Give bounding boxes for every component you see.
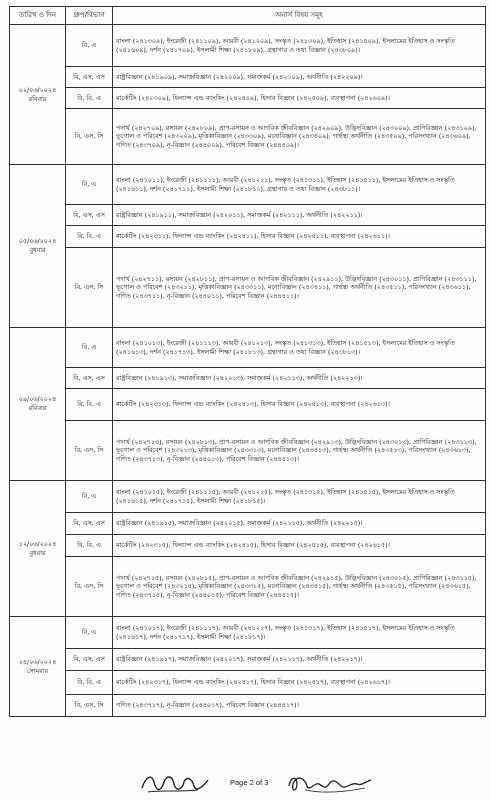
group-cell: বি, বি, এ [66,88,113,109]
table-row [10,421,486,481]
schedule-table [9,6,486,717]
table-row [10,88,486,109]
subjects-cell: মার্কেটিং (২৪২৩১৩), ফিন্যান্স এন্ড ব্যাংকিং (২৪২৪১৩), হিসাব বিজ্ঞান (২৪২৫১৩), ব্যবস্থাপনা (২৪২৬১৩)। [113,389,486,421]
subjects-cell: বাংলা (২৪১০১৫), ইংরেজী (২৪১১১৫), আরবী (২৪১২১৫), সংস্কৃত (২৪১৩১৫), ইতিহাস (২৪১৫১৫), ইসলামের ইতিহাস ও সংস্কৃতি (২৪১৬১৫), দর্শন (২৪১৭১৫), ইসলামী শিক্ষা (২৪১৮১৫)। [113,481,486,513]
subjects-cell: রাষ্ট্রবিজ্ঞান (২৪১৯১৫), সমাজবিজ্ঞান (২৪২০১৫), সমাজকর্ম (২৪২১১৫), অর্থনীতি (২৪২২১৫)। [113,513,486,535]
exam-date: ১২/০৬/২০২৪ [18,539,57,548]
exam-date: ২৪/০৬/২০২৪ [18,657,57,666]
table-row [10,535,486,557]
group-cell: বি, এ [66,328,113,368]
group-cell: বি, এস, সি [66,695,113,717]
signature-left [138,768,218,798]
subjects-cell: বাংলা (২৪১০১১), ইংরেজী (২৪১১১১), আরবী (২৪১২১১), সংস্কৃত (২৪১৩১১), ইতিহাস (২৪১৫১১), ইসলামের ইতিহাস ও সংস্কৃতি (২৪১৬১১), দর্শন (২৪১৭১১), ইসলামী শিক্ষা (২৪১৮১১), গ্রন্থাগার ও তথ্য বিজ্ঞান (২৪৩৮১১)। [113,165,486,205]
subjects-cell: রাষ্ট্রবিজ্ঞান (২৪১৯০৯), সমাজবিজ্ঞান (২৪২০০৯), সমাজকর্ম (২৪২১০৯), অর্থনীতি (২৪২২০৯)। [113,67,486,88]
table-row [10,617,486,649]
date-cell [10,481,66,617]
subjects-cell: পদার্থ (২৪২৭১৩), রসায়ন (২৪২৮১৩), প্রাণ-রসায়ন ও আণবিক জীববিজ্ঞান (২৪২৯১৩), উদ্ভিদবিজ্ঞান (২৪৩০১৩), প্রাণিবিজ্ঞান (২৪৩১১৩), ভূগোল ও পরিবেশ (২৪৩২১৩), মৃত্তিকাবিজ্ঞান (২৪৩৩১৩), মনোবিজ্ঞান (২৪৩৪১৩), গার্হস্থ্য অর্থনীতি (২৪৩৫১৩), পরিসংখ্যান (২৪৩৬১৩), গণিত (২৪৩৭১৩), নৃ-বিজ্ঞান (২৪৪০১৩), পরিবেশ বিজ্ঞান (২৪৪৪১৩)। [113,421,486,481]
header-date: তারিখ ও দিন [10,7,66,25]
subjects-cell: মার্কেটিং (২৪২৩১৭), ফিন্যান্স এন্ড ব্যাংকিং (২৪২৪১৭), হিসাব বিজ্ঞান (২৪২৫১৭), ব্যবস্থাপনা (২৪২৬১৭)। [113,671,486,695]
subjects-cell: রাষ্ট্রবিজ্ঞান (২৪১৯১১), সমাজবিজ্ঞান (২৪২০১১), সমাজকর্ম (২৪২১১১), অর্থনীতি (২৪২২১১)। [113,205,486,226]
group-cell: বি, এস, এস [66,513,113,535]
table-row [10,649,486,671]
table-row [10,328,486,368]
group-cell: বি, এস, সি [66,109,113,165]
subjects-cell: পদার্থ (২৪২৭১১), রসায়ন (২৪২৮১১), প্রাণ-রসায়ন ও আণবিক জীববিজ্ঞান (২৪২৯১১), উদ্ভিদবিজ্ঞান (২৪৩০১১), প্রাণিবিজ্ঞান (২৪৩১১১), ভূগোল ও পরিবেশ (২৪৩২১১), মৃত্তিকাবিজ্ঞান (২৪৩৩১১), মনোবিজ্ঞান (২৪৩৪১১), গার্হস্থ্য অর্থনীতি (২৪৩৫১১), পরিসংখ্যান (২৪৩৬১১), গণিত (২৪৩৭১১), নৃ-বিজ্ঞান (২৪৪০১১), পরিবেশ বিজ্ঞান (২৪৪৪১১)। [113,248,486,328]
header-group: গ্রুপ/বিভাগ [66,7,113,25]
subjects-cell: রাষ্ট্রবিজ্ঞান (২৪১৯১৩), সমাজবিজ্ঞান (২৪২০১৩), সমাজকর্ম (২৪২১১৩), অর্থনীতি (২৪২২১৩)। [113,368,486,389]
group-cell: বি, এস, সি [66,557,113,617]
subjects-cell: বাংলা (২৪১০১৩), ইংরেজী (২৪১১১৩), আরবী (২৪১২১৩), সংস্কৃত (২৪১৩১৩), ইতিহাস (২৪১৫১৩), ইসলামের ইতিহাস ও সংস্কৃতি (২৪১৬১৩), দর্শন (২৪১৭১৩), ইসলামী শিক্ষা (২৪১৮১৩), গ্রন্থাগার ও তথ্য বিজ্ঞান (২৪৩৮১৩)। [113,328,486,368]
page-number: Page 2 of 3 [230,778,269,787]
schedule-body [10,25,486,717]
subjects-cell: বাংলা (২৪১৩০৯), ইংরেজী (২৪১১০৯), আরবী (২৪১২০৯), সংস্কৃত (২৪১৩০৯), ইতিহাস (২৪১৫০৯), ইসলামের ইতিহাস ও সংস্কৃতি (২৪১৬০৯), দর্শন (২৪১৭০৯), ইসলামী শিক্ষা (২৪১৮০৯), গ্রন্থাগার ও তথ্য বিজ্ঞান (২৪৩৮০৯)। [113,25,486,67]
group-cell: বি, এস, সি [66,248,113,328]
table-row [10,368,486,389]
table-row [10,695,486,717]
page-footer [0,768,491,798]
date-cell [10,617,66,717]
group-cell: বি, এ [66,165,113,205]
exam-date: ০৫/০৬/২০২৪ [18,237,57,246]
subjects-cell: বাংলা (২৪১০১৭), ইংরেজী (২৪১১১৭), আরবী (২৪১২১৭), সংস্কৃত (২৪১৩১৭), ইতিহাস (২৪১৫১৭), ইসলামের ইতিহাস ও সংস্কৃতি (২৪১৬১৭), দর্শন (২৪১৭১৭), ইসলামী শিক্ষা (২৪১৮১৭)। [113,617,486,649]
signature-right [285,768,375,798]
table-row [10,389,486,421]
group-cell: বি, এ [66,481,113,513]
group-cell: বি, এস, এস [66,67,113,88]
group-cell: বি, এস, এস [66,205,113,226]
table-row [10,557,486,617]
table-row [10,165,486,205]
exam-date: ০২/০৬/২০২৪ [18,85,57,94]
table-header-row [10,7,486,25]
group-cell: বি, এ [66,617,113,649]
header-subjects: অনার্স বিষয় সমূহ [113,7,486,25]
subjects-cell: মার্কেটিং (২৪২৩০৯), ফিন্যান্স এন্ড ব্যাংকিং (২৪২৪০৯), হিসাব বিজ্ঞান (২৪২৫০৯), ব্যবস্থাপনা (২৪২৬০৯)। [113,88,486,109]
table-row [10,671,486,695]
exam-date: ০৯/০৬/২০২৪ [18,395,57,404]
subjects-cell: মার্কেটিং (২৪২৩১৫), ফিন্যান্স এন্ড ব্যাংকিং (২৪২৪১৫), হিসাব বিজ্ঞান (২৪২৫১৫), ব্যবস্থাপনা (২৪২৬১৫)। [113,535,486,557]
subjects-cell: মার্কেটিং (২৪২৩১১), ফিন্যান্স এন্ড ব্যাংকিং (২৪২৪১১), হিসাব বিজ্ঞান (২৪২৫১১), ব্যবস্থাপনা (২৪২৬১১)। [113,226,486,248]
exam-weekday: সোমবার [26,666,49,675]
table-row [10,248,486,328]
table-row [10,481,486,513]
group-cell: বি, এস, এস [66,368,113,389]
group-cell: বি, বি, এ [66,671,113,695]
exam-weekday: বুধবার [29,246,46,254]
table-row [10,25,486,67]
date-cell [10,165,66,328]
subjects-cell: গণিত (২৪৩৭১৭), নৃ-বিজ্ঞান (২৪৪০১৭), পরিবেশ বিজ্ঞান (২৪৪৪১৭)। [113,695,486,717]
group-cell: বি, এ [66,25,113,67]
date-cell [10,328,66,481]
subjects-cell: পদার্থ (২৪২৭০৯), রসায়ন (২৪২৮০৯), প্রাণ-রসায়ন ও আণবিক জীববিজ্ঞান (২৪২৯০৯), উদ্ভিদবিজ্ঞান (২৪৩০০৯), প্রাণিবিজ্ঞান (২৪৩১০৯), ভূগোল ও পরিবেশ (২৪৩২০৯), মৃত্তিকাবিজ্ঞান (২৪৩৩০৯), মনোবিজ্ঞান (২৪৩৪০৯), গার্হস্থ্য অর্থনীতি (২৪৩৫০৯), পরিসংখ্যান (২৪৩৬০৯), গণিত (২৪৩৭০৯), নৃ-বিজ্ঞান (২৪৪০০৯), পরিবেশ বিজ্ঞান (২৪৪৪০৯)। [113,109,486,165]
table-row [10,67,486,88]
table-row [10,513,486,535]
date-cell [10,25,66,165]
exam-weekday: বুধবার [29,548,46,557]
group-cell: বি, বি, এ [66,226,113,248]
group-cell: বি, বি, এ [66,535,113,557]
subjects-cell: পদার্থ (২৪২৭১৫), রসায়ন (২৪২৮১৫), প্রাণ-রসায়ন ও আণবিক জীববিজ্ঞান (২৪২৯১৫), উদ্ভিদবিজ্ঞান (২৪৩০১৫), প্রাণিবিজ্ঞান (২৪৩১১৫), ভূগোল ও পরিবেশ (২৪৩২১৫), মৃত্তিকাবিজ্ঞান (২৪৩৩১৫), মনোবিজ্ঞান (২৪৩৪১৫), গার্হস্থ্য অর্থনীতি (২৪৩৫১৫), পরিসংখ্যান (২৪৩৬১৫), গণিত (২৪৩৭১৫), নৃ-বিজ্ঞান (২৪৪০১৫), পরিবেশ বিজ্ঞান (২৪৪৪১৫)। [113,557,486,617]
group-cell: বি, এস, এস [66,649,113,671]
table-row [10,205,486,226]
table-row [10,226,486,248]
exam-weekday: রবিবার [28,404,47,412]
table-row [10,109,486,165]
subjects-cell: রাষ্ট্রবিজ্ঞান (২৪১৯১৭), সমাজবিজ্ঞান (২৪২০১৭), সমাজকর্ম (২৪২১১৭), অর্থনীতি (২৪২২১৭)। [113,649,486,671]
group-cell: বি, এস, সি [66,421,113,481]
group-cell: বি, বি, এ [66,389,113,421]
exam-weekday: রবিবার [28,94,47,103]
